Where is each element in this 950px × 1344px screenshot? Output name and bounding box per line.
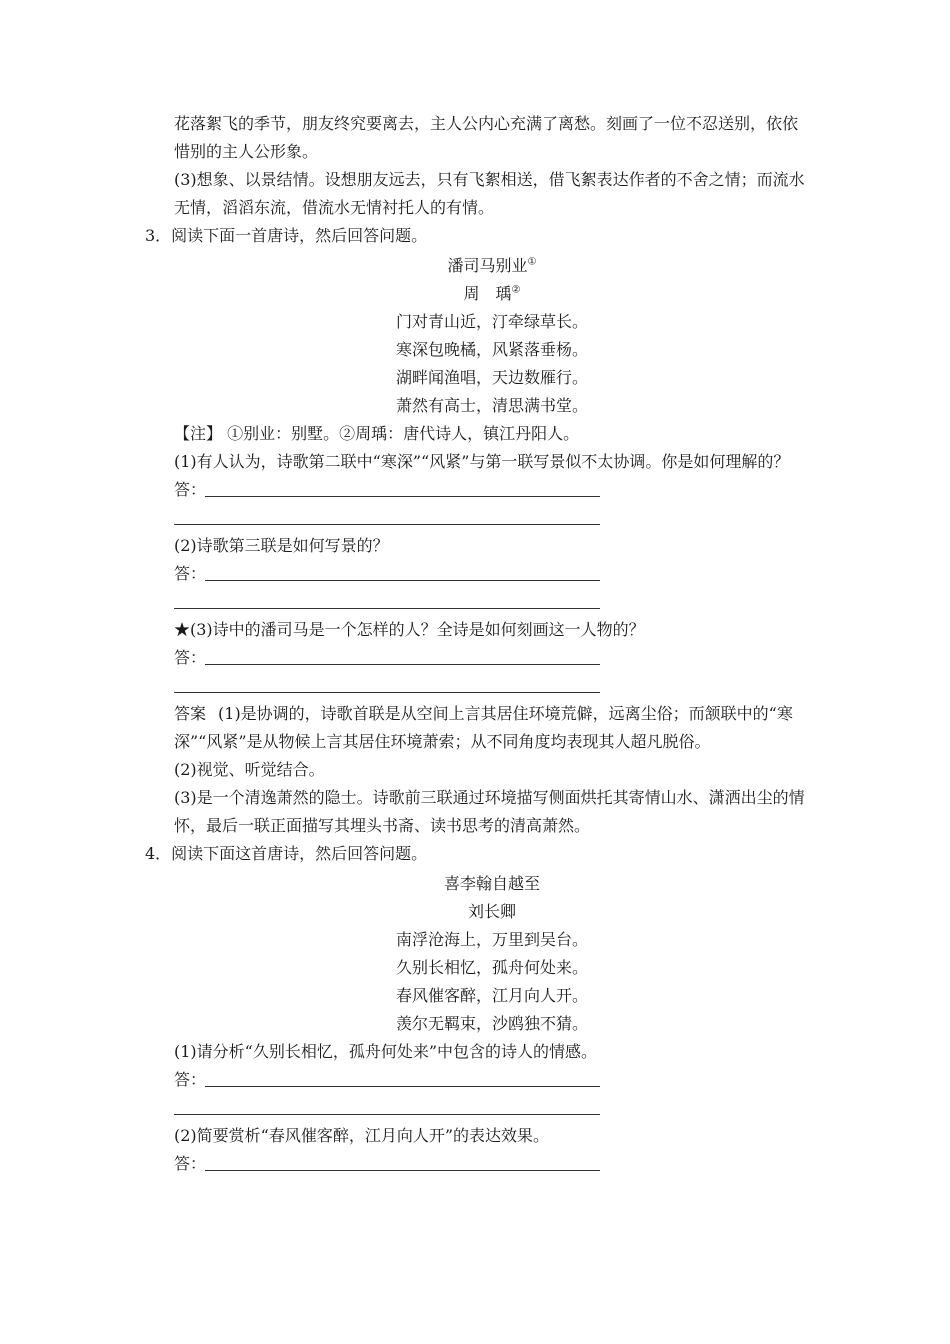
prev-answer-text: 花落絮飞的季节，朋友终究要离去，主人公内心充满了离愁。刻画了一位不忍送别，依依惜别的主人公形象。	[174, 114, 799, 161]
answer-rule	[205, 496, 600, 497]
answer-label: 答：	[174, 564, 207, 583]
answer-rule	[174, 524, 600, 525]
answer-rule	[174, 608, 600, 609]
q4-poem-line: 久别长相忆，孤舟何处来。	[395, 958, 588, 977]
q3-answer-1-line[interactable]	[0, 476, 950, 504]
q4-stem: 4．阅读下面这首唐诗，然后回答问题。	[145, 844, 428, 863]
q3-subquestion-2: (2)诗歌第三联是如何写景的？	[174, 536, 389, 555]
q3-poem-author: 周 瑀②	[463, 284, 521, 303]
q3-title-footnote-mark: ①	[527, 256, 537, 268]
q3-stem: 3．阅读下面一首唐诗，然后回答问题。	[145, 226, 428, 245]
q3-answer-key-2: (2)视觉、听觉结合。	[174, 760, 325, 779]
answer-label: 答：	[174, 480, 207, 499]
answer-rule	[205, 580, 600, 581]
q4-answer-2-line[interactable]	[0, 1150, 950, 1178]
answer-rule	[174, 1114, 600, 1115]
q3-author-footnote-mark: ②	[511, 284, 521, 296]
q3-footnote: 【注】 ①别业：别墅。②周瑀：唐代诗人，镇江丹阳人。	[174, 424, 580, 443]
q4-poem-line: 南浮沧海上，万里到吴台。	[395, 930, 588, 949]
answer-label: 答：	[174, 1154, 207, 1173]
q3-poem-title: 潘司马别业①	[447, 256, 537, 275]
q3-answer-1-extra-line[interactable]	[0, 504, 950, 532]
q3-poem-line: 萧然有高士，清思满书堂。	[395, 396, 588, 415]
q4-answer-1-line[interactable]	[0, 1066, 950, 1094]
q4-subquestion-2: (2)简要赏析“春风催客醉，江月向人开”的表达效果。	[174, 1126, 550, 1145]
q4-poem-line: 羡尔无羁束，沙鸥独不猜。	[395, 1014, 588, 1033]
q3-answer-key-1: 答案 (1)是协调的，诗歌首联是从空间上言其居住环境荒僻，远离尘俗；而颔联中的“寒深”“风紧”是从物候上言其居住环境萧索；从不同角度均表现其人超凡脱俗。	[174, 704, 793, 751]
q3-subquestion-1: (1)有人认为，诗歌第二联中“寒深”“风紧”与第一联写景似不太协调。你是如何理解的？	[174, 452, 790, 471]
q3-answer-2-line[interactable]	[0, 560, 950, 588]
q4-poem-line: 春风催客醉，江月向人开。	[395, 986, 588, 1005]
q3-poem-line: 门对青山近，汀牵绿草长。	[395, 312, 588, 331]
document-content	[0, 110, 950, 1178]
q4-answer-1-extra-line[interactable]	[0, 1094, 950, 1122]
answer-label: 答：	[174, 1070, 207, 1089]
answer-rule	[174, 692, 600, 693]
answer-key-heading: 答案	[174, 704, 207, 723]
q3-answer-3-extra-line[interactable]	[0, 672, 950, 700]
q3-answer-3-line[interactable]	[0, 644, 950, 672]
q4-poem-author: 刘长卿	[467, 902, 516, 921]
q3-subquestion-3: ★(3)诗中的潘司马是一个怎样的人？全诗是如何刻画这一人物的？	[174, 620, 645, 639]
prev-answer-item-3: (3)想象、以景结情。设想朋友远去，只有飞絮相送，借飞絮表达作者的不舍之情；而流水无情，滔滔东流，借流水无情衬托人的有情。	[174, 170, 805, 217]
q3-poem-line: 湖畔闻渔唱，天边数雁行。	[395, 368, 588, 387]
q4-poem-title: 喜李翰自越至	[443, 874, 540, 893]
answer-label: 答：	[174, 648, 207, 667]
q3-poem-line: 寒深包晚橘，风紧落垂杨。	[395, 340, 588, 359]
answer-rule	[205, 1086, 600, 1087]
answer-rule	[205, 664, 600, 665]
q3-answer-2-extra-line[interactable]	[0, 588, 950, 616]
q4-subquestion-1: (1)请分析“久别长相忆，孤舟何处来”中包含的诗人的情感。	[174, 1042, 598, 1061]
answer-rule	[205, 1170, 600, 1171]
q3-answer-key-3: (3)是一个清逸萧然的隐士。诗歌前三联通过环境描写侧面烘托其寄情山水、潇洒出尘的情怀，最后一联正面描写其埋头书斋、读书思考的清高萧然。	[174, 788, 805, 835]
